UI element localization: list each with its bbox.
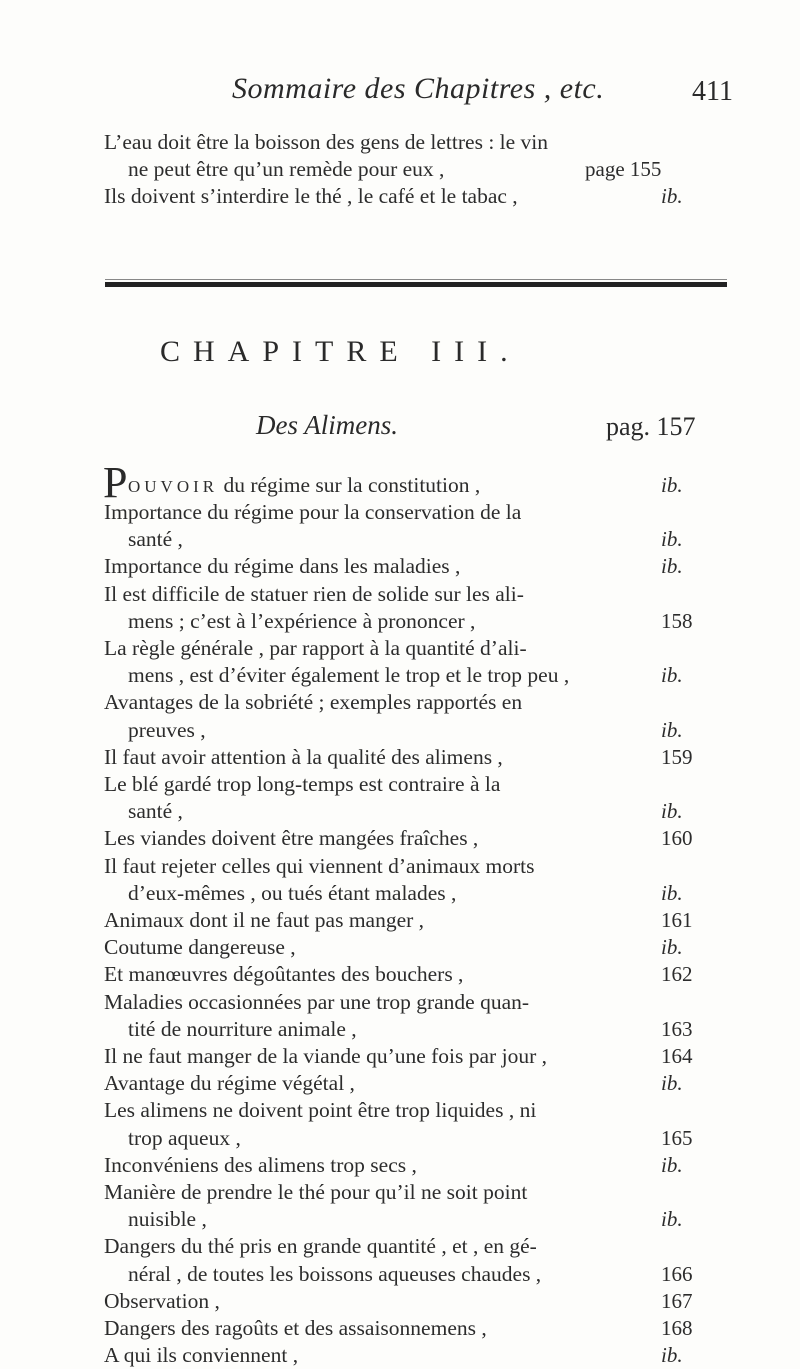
entry-page-ref: ib. <box>661 935 683 959</box>
entry-line: mens , est d’éviter également le trop et le trop peu , <box>128 663 570 687</box>
entry-page-ref: ib. <box>661 554 683 578</box>
entry-page-ref: ib. <box>661 663 683 687</box>
entry-page-ref: ib. <box>661 718 683 742</box>
entry-line: d’eux-mêmes , ou tués étant malades , <box>128 881 457 905</box>
entry-page-ref: 158 <box>661 609 693 633</box>
entry-line: Il ne faut manger de la viande qu’une fois par jour , <box>104 1044 547 1068</box>
entry-page-ref: ib. <box>661 1071 683 1095</box>
chapter-page: pag. 157 <box>606 412 696 441</box>
first-entry-rest: du régime sur la constitution , <box>218 473 481 497</box>
running-title: Sommaire des Chapitres , etc. <box>232 72 605 105</box>
entry-line: Observation , <box>104 1289 220 1313</box>
entry-page-ref: ib. <box>661 1207 683 1231</box>
entry-line: Ils doivent s’interdire le thé , le café et le tabac , <box>104 184 518 208</box>
entry-line: Les viandes doivent être mangées fraîches , <box>104 826 479 850</box>
entry-line: santé , <box>128 527 183 551</box>
entry-line: Manière de prendre le thé pour qu’il ne soit point <box>104 1180 528 1204</box>
entry-line: néral , de toutes les boissons aqueuses chaudes , <box>128 1262 542 1286</box>
entry-line: Les alimens ne doivent point être trop liquides , ni <box>104 1098 537 1122</box>
entry-line: Coutume dangereuse , <box>104 935 296 959</box>
chapter-title: Des Alimens. <box>256 410 398 440</box>
entry-line: Et manœuvres dégoûtantes des bouchers , <box>104 962 464 986</box>
entry-line: Maladies occasionnées par une trop grande quan- <box>104 990 530 1014</box>
drop-cap: P <box>103 458 128 507</box>
entry-page-ref: ib. <box>661 527 683 551</box>
chapter-heading: CHAPITRE III. <box>160 335 521 368</box>
entry-page-ref: 160 <box>661 826 693 850</box>
entry-line: Il est difficile de statuer rien de solide sur les ali- <box>104 582 524 606</box>
entry-line: tité de nourriture animale , <box>128 1017 357 1041</box>
entry-line: Importance du régime pour la conservation de la <box>104 500 522 524</box>
entry-line: Dangers des ragoûts et des assaisonnemens , <box>104 1316 487 1340</box>
page-number: 411 <box>692 76 733 107</box>
entry-page-ref: ib. <box>661 1343 683 1367</box>
entry-line: mens ; c’est à l’expérience à prononcer , <box>128 609 476 633</box>
entry-page-ref: 164 <box>661 1044 693 1068</box>
entry-page-ref: 166 <box>661 1262 693 1286</box>
entry-line: ne peut être qu’un remède pour eux , <box>128 157 445 181</box>
entry-page-ref: 159 <box>661 745 693 769</box>
entry-line: Le blé gardé trop long-temps est contraire à la <box>104 772 501 796</box>
running-head <box>0 72 800 112</box>
entry-page-ref: 163 <box>661 1017 693 1041</box>
entry-line: santé , <box>128 799 183 823</box>
entry-page-ref: 161 <box>661 908 693 932</box>
entry-line: Il faut rejeter celles qui viennent d’animaux morts <box>104 854 535 878</box>
entry-line: preuves , <box>128 718 206 742</box>
entry-line: Importance du régime dans les maladies , <box>104 554 461 578</box>
entry-line: Il faut avoir attention à la qualité des alimens , <box>104 745 503 769</box>
entry-line: A qui ils conviennent , <box>104 1343 299 1367</box>
entry-line: Animaux dont il ne faut pas manger , <box>104 908 425 932</box>
first-entry-text <box>128 472 480 500</box>
entry-line: Avantages de la sobriété ; exemples rapportés en <box>104 690 523 714</box>
entry-page-ref: ib. <box>661 881 683 905</box>
entry-page-ref: ib. <box>661 799 683 823</box>
divider-rule <box>105 282 727 287</box>
entry-line: La règle générale , par rapport à la quantité d’ali- <box>104 636 527 660</box>
first-entry-page: ib. <box>661 473 683 497</box>
entry-page-ref: ib. <box>661 184 683 208</box>
entry-line: Inconvéniens des alimens trop secs , <box>104 1153 417 1177</box>
entry-page-ref: ib. <box>661 1153 683 1177</box>
entry-page-ref: 165 <box>661 1126 693 1150</box>
first-entry-smallcaps: OUVOIR <box>128 477 219 496</box>
entry-line: trop aqueux , <box>128 1126 241 1150</box>
entry-line: Avantage du régime végétal , <box>104 1071 355 1095</box>
entry-line: L’eau doit être la boisson des gens de lettres : le vin <box>104 130 549 154</box>
entry-page-ref: 168 <box>661 1316 693 1340</box>
entry-page-ref: 167 <box>661 1289 693 1313</box>
entry-line: nuisible , <box>128 1207 207 1231</box>
entry-line: Dangers du thé pris en grande quantité , et , en gé- <box>104 1234 537 1258</box>
divider-thin <box>105 279 727 280</box>
entry-page-ref: page 155 <box>585 157 662 181</box>
entry-page-ref: 162 <box>661 962 693 986</box>
